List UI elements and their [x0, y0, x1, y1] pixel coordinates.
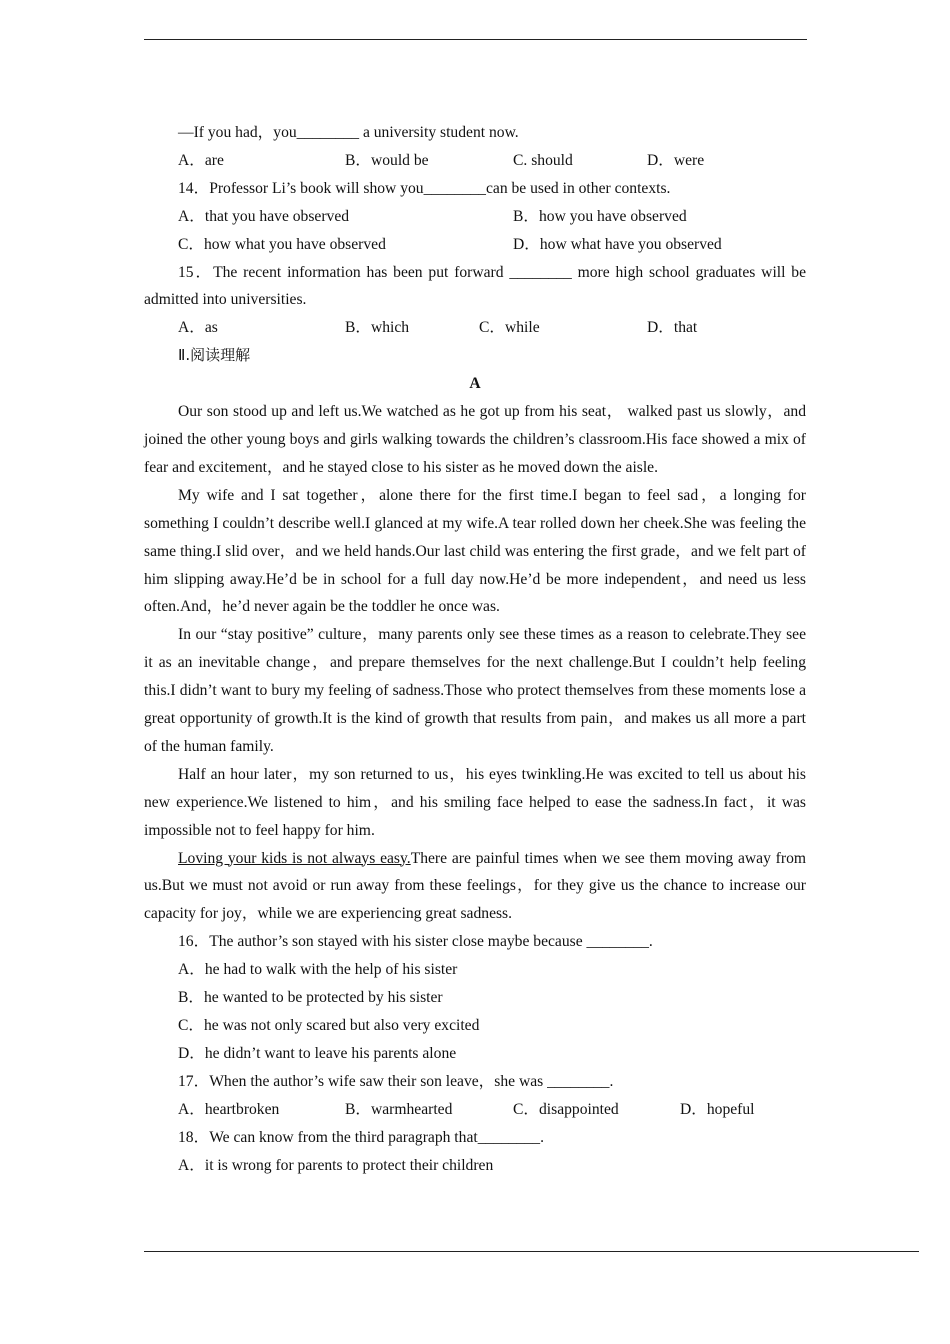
- q15-options: [144, 314, 806, 342]
- paragraph-5-rest: There are painful times when we see them moving away from us.But we must not avoid or run away from these feelings，for they give us the chance to increase our capacity for joy，while we are experiencing great sadness.: [144, 849, 806, 923]
- q13-stem: —If you had，you________ a university student now.: [178, 124, 519, 141]
- footer-rule: [144, 1251, 919, 1252]
- q15-option-a: A．as: [178, 319, 218, 337]
- q16-option-a: A．he had to walk with the help of his sister: [178, 961, 458, 979]
- q17-option-a: A．heartbroken: [178, 1100, 280, 1118]
- q16-option-d: D．he didn’t want to leave his parents alone: [178, 1044, 457, 1062]
- q17-options: [144, 1096, 806, 1124]
- q14-option-d: D．how what have you observed: [513, 235, 722, 253]
- q14-option-c: C．how what you have observed: [178, 235, 386, 253]
- passage-paragraph-3: In our “stay positive” culture，many parents only see these times as a reason to celebrate.They see it as an inevitable change，and prepare themselves for the next challenge.But I couldn’t help feeling this.I didn’t want to bury my feeling of sadness.Those who protect themselves from these moments lose a great opportunity of growth.It is the kind of growth that results from pain，and makes us all more a part of the human family.: [144, 626, 806, 755]
- q16-stem: 16．The author’s son stayed with his sister close maybe because ________.: [178, 933, 653, 951]
- q18-option-a: A．it is wrong for parents to protect their children: [178, 1156, 494, 1174]
- q14-option-a: A．that you have observed: [178, 207, 350, 225]
- passage-paragraph-5: [144, 845, 806, 929]
- q16-option-b: B．he wanted to be protected by his sister: [178, 989, 443, 1007]
- q17-stem: 17．When the author’s wife saw their son leave，she was ________.: [178, 1072, 614, 1090]
- passage-paragraph-2: My wife and I sat together，alone there for the first time.I began to feel sad，a longing for something I couldn’t describe well.I glanced at my wife.A tear rolled down her cheek.She was feeling the same thing.I slid over，and we held hands.Our last child was entering the first grade，and we felt part of him slipping away.He’d be in school for a full day now.He’d be more independent，and need us less often.And，he’d never again be the toddler he once was.: [144, 486, 806, 616]
- q15-option-c: C．while: [479, 319, 540, 337]
- q14-option-b: B．how you have observed: [513, 207, 687, 225]
- q15-option-d: D．that: [647, 319, 698, 337]
- q14-options-row1: [144, 203, 806, 231]
- q14-stem: 14．Professor Li’s book will show you________can be used in other contexts.: [178, 179, 671, 197]
- passage-paragraph-1: Our son stood up and left us.We watched as he got up from his seat， walked past us slowly，and joined the other young boys and girls walking towards the children’s classroom.His face showed a mix of fear and excitement，and he stayed close to his sister as he moved down the aisle.: [144, 403, 806, 476]
- q17-option-c: C．disappointed: [513, 1100, 619, 1118]
- q13-options: [144, 147, 806, 175]
- q17-option-b: B．warmhearted: [345, 1100, 453, 1118]
- q13-option-b: B．would be: [345, 151, 429, 169]
- section-heading: Ⅱ.阅读理解: [178, 346, 251, 365]
- q13-option-d: D．were: [647, 151, 705, 169]
- q14-options-row2: [144, 231, 806, 259]
- document-body: [144, 119, 806, 1179]
- q18-stem: 18．We can know from the third paragraph that________.: [178, 1128, 544, 1146]
- q15-stem: 15．The recent information has been put forward ________ more high school graduates will be admitted into universities.: [144, 263, 806, 309]
- header-rule: [144, 39, 807, 40]
- q17-option-d: D．hopeful: [680, 1100, 755, 1118]
- q16-option-c: C．he was not only scared but also very excited: [178, 1017, 480, 1034]
- q13-option-c: C. should: [513, 151, 573, 169]
- q15-option-b: B．which: [345, 319, 410, 337]
- underlined-sentence: Loving your kids is not always easy.: [178, 849, 411, 867]
- q13-option-a: A．are: [178, 151, 224, 169]
- passage-label: A: [469, 375, 481, 393]
- passage-paragraph-4: Half an hour later，my son returned to us，his eyes twinkling.He was excited to tell us about his new experience.We listened to him，and his smiling face helped to ease the sadness.In fact，it was impossible not to feel happy for him.: [144, 765, 806, 839]
